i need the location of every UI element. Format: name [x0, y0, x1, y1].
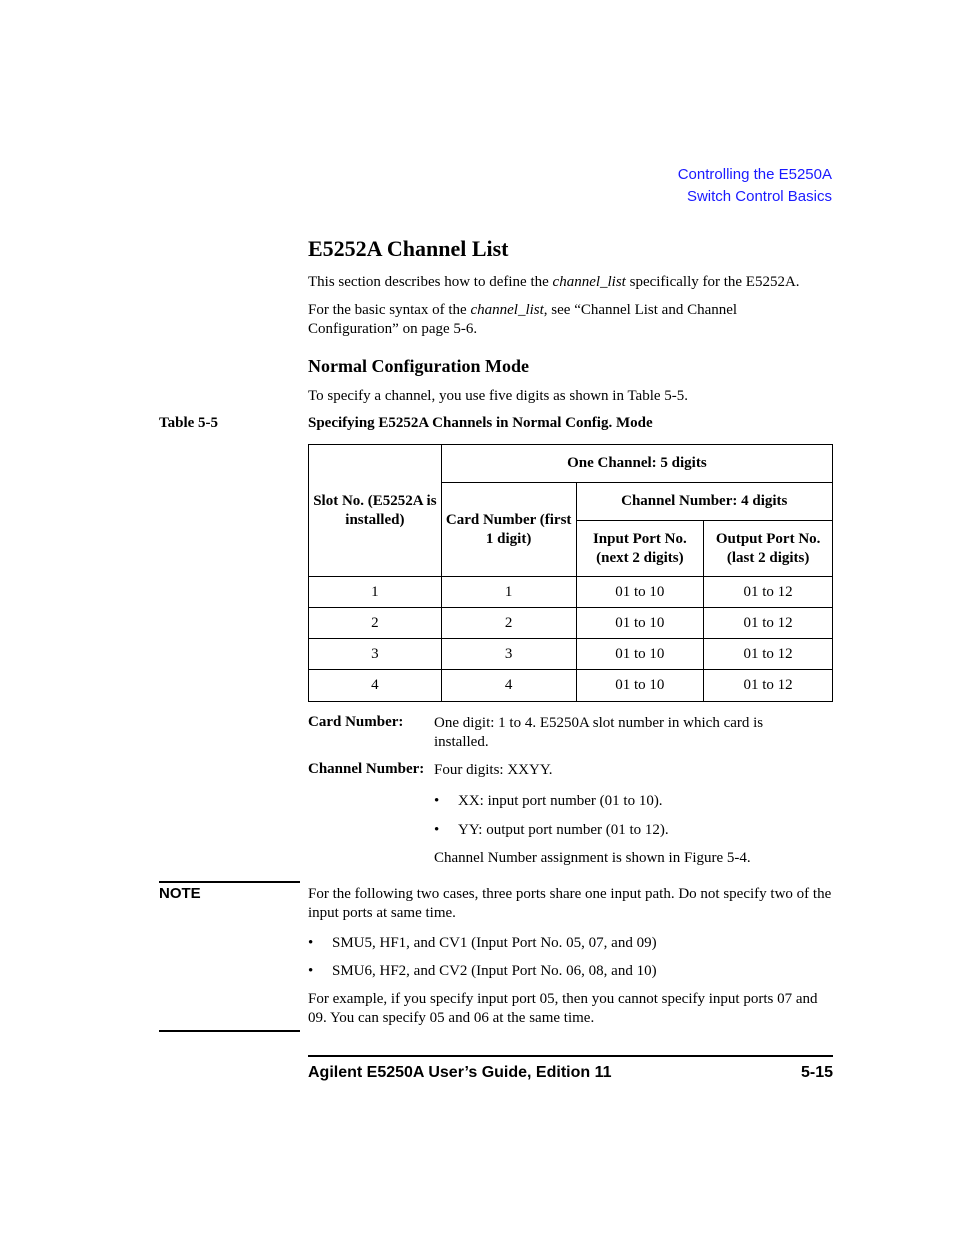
footer-page-number: 5-15: [800, 1064, 833, 1081]
channel-number-desc: Four digits: XXYY.: [434, 762, 553, 778]
channel-bullet-2-text: YY: output port number (01 to 12).: [458, 822, 669, 838]
table-row: [309, 639, 833, 670]
header-channel-number: Channel Number: 4 digits: [576, 483, 833, 521]
bullet-icon: •: [434, 793, 440, 809]
note-label: NOTE: [159, 885, 201, 902]
cell-card: 3: [441, 639, 576, 670]
note-bullet-1: [308, 934, 657, 953]
intro-p1-text-end: specifically for the E5252A.: [625, 274, 800, 290]
cell-output: 01 to 12: [704, 608, 833, 639]
card-number-term: Card Number:: [308, 714, 404, 730]
bullet-icon: •: [308, 935, 314, 951]
header-one-channel: One Channel: 5 digits: [441, 445, 832, 483]
section-subheading: Normal Configuration Mode: [308, 356, 529, 376]
note-example: For example, if you specify input port 05, then you cannot specify input ports 07 and 09. You can specify 05 and 06 at the same time.: [308, 991, 818, 1026]
header-card-number: Card Number (first 1 digit): [441, 483, 576, 577]
intro-p1-text: This section describes how to define the: [308, 274, 553, 290]
channel-bullet-1-text: XX: input port number (01 to 10).: [458, 793, 663, 809]
table-row: [309, 670, 833, 702]
header-slot-no: Slot No. (E5252A is installed): [309, 445, 442, 577]
footer-title: Agilent E5250A User’s Guide, Edition 11: [308, 1064, 612, 1081]
cell-slot: 1: [309, 577, 442, 608]
cell-output: 01 to 12: [704, 639, 833, 670]
running-header-section: Switch Control Basics: [686, 188, 832, 205]
lead-paragraph: To specify a channel, you use five digits as shown in Table 5-5.: [308, 388, 689, 404]
running-header-chapter: Controlling the E5250A: [677, 166, 832, 183]
note-bullet-2: [308, 962, 657, 981]
channel-note: Channel Number assignment is shown in Figure 5-4.: [434, 850, 751, 866]
note-bottom-rule: [159, 1030, 300, 1032]
cell-input: 01 to 10: [576, 670, 704, 702]
cell-output: 01 to 12: [704, 670, 833, 702]
intro-paragraph-2: [308, 301, 778, 339]
cell-card: 4: [441, 670, 576, 702]
channel-spec-table: [308, 444, 833, 702]
cell-slot: 4: [309, 670, 442, 702]
channel-number-term: Channel Number:: [308, 761, 425, 777]
page-title: E5252A Channel List: [308, 236, 509, 261]
cell-slot: 2: [309, 608, 442, 639]
header-input-port: Input Port No. (next 2 digits): [576, 521, 704, 577]
cell-card: 1: [441, 577, 576, 608]
header-output-port: Output Port No. (last 2 digits): [704, 521, 833, 577]
channel-bullet-1: [434, 792, 663, 811]
table-row: [309, 577, 833, 608]
channel-bullet-2: [434, 821, 669, 840]
intro-p2-emphasis: channel_list: [470, 302, 544, 318]
table-caption: Specifying E5252A Channels in Normal Config. Mode: [308, 415, 653, 431]
note-bullet-2-text: SMU6, HF2, and CV2 (Input Port No. 06, 08, and 10): [332, 963, 657, 979]
intro-p1-emphasis: channel_list: [552, 274, 626, 290]
note-top-rule: [159, 881, 300, 883]
bullet-icon: •: [308, 963, 314, 979]
intro-p2-text: For the basic syntax of the: [308, 302, 471, 318]
cell-input: 01 to 10: [576, 577, 704, 608]
footer-rule: [308, 1055, 833, 1057]
cell-card: 2: [441, 608, 576, 639]
cell-input: 01 to 10: [576, 639, 704, 670]
intro-paragraph-1: [308, 273, 833, 292]
table-row: [309, 608, 833, 639]
card-number-desc: One digit: 1 to 4. E5250A slot number in which card is installed.: [434, 715, 764, 750]
note-bullet-1-text: SMU5, HF1, and CV1 (Input Port No. 05, 07, and 09): [332, 935, 657, 951]
cell-slot: 3: [309, 639, 442, 670]
intro-p2-text-end: , see “Channel List and Channel Configuration” on page 5-6.: [308, 302, 738, 337]
note-text: For the following two cases, three ports share one input path. Do not specify two of the input ports at same time.: [308, 886, 832, 921]
table-label: Table 5-5: [159, 415, 219, 431]
cell-output: 01 to 12: [704, 577, 833, 608]
bullet-icon: •: [434, 822, 440, 838]
cell-input: 01 to 10: [576, 608, 704, 639]
